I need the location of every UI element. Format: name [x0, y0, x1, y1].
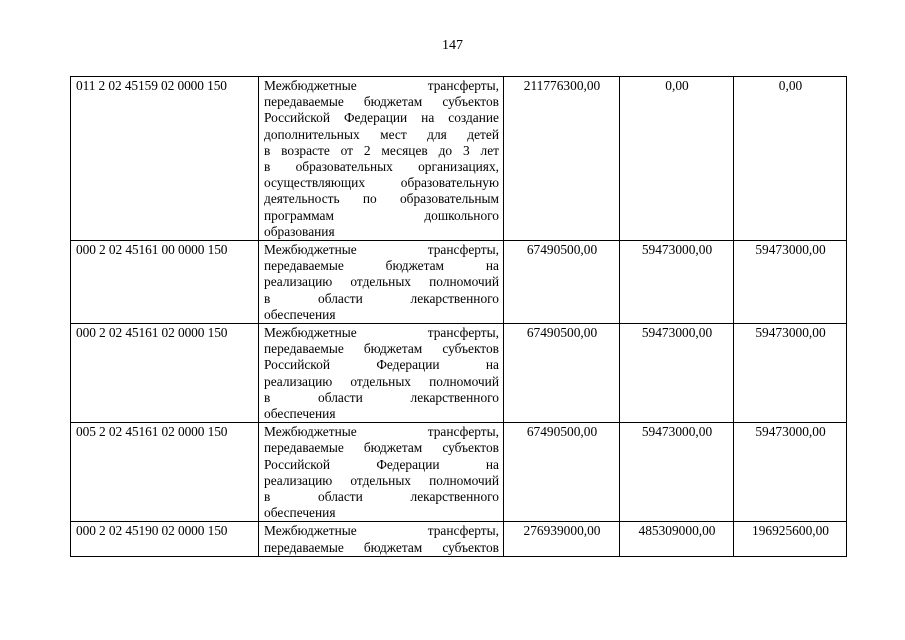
amount-cell-v3: 196925600,00 — [734, 522, 847, 556]
budget-code-cell: 011 2 02 45159 02 0000 150 — [71, 77, 259, 241]
description-line: программам дошкольного — [264, 207, 499, 223]
description-cell — [259, 324, 504, 423]
amount-cell-v1: 67490500,00 — [504, 423, 620, 522]
amount-cell-v3: 59473000,00 — [734, 241, 847, 324]
amount-cell-v1: 211776300,00 — [504, 77, 620, 241]
description-line: образования — [264, 223, 335, 239]
budget-table — [70, 76, 847, 557]
amount-cell-v1: 67490500,00 — [504, 241, 620, 324]
description-line: Межбюджетные трансферты, — [264, 424, 499, 440]
description-line: передаваемые бюджетам на — [264, 258, 499, 274]
amount-cell-v1: 67490500,00 — [504, 324, 620, 423]
description-line: осуществляющих образовательную — [264, 175, 499, 191]
description-line: в области лекарственного — [264, 389, 499, 405]
description-line: обеспечения — [264, 306, 336, 322]
description-line: обеспечения — [264, 505, 336, 521]
description-line: передаваемые бюджетам субъектов — [264, 341, 499, 357]
description-line: Российской Федерации на создание — [264, 110, 499, 126]
amount-cell-v2: 59473000,00 — [620, 324, 734, 423]
description-line: в образовательных организациях, — [264, 159, 499, 175]
description-cell — [259, 77, 504, 241]
description-line: реализацию отдельных полномочий — [264, 373, 499, 389]
table-row — [71, 522, 847, 556]
description-line: в возрасте от 2 месяцев до 3 лет — [264, 142, 499, 158]
description-line: передаваемые бюджетам субъектов — [264, 94, 499, 110]
amount-cell-v2: 59473000,00 — [620, 241, 734, 324]
description-line: передаваемые бюджетам субъектов — [264, 539, 499, 555]
amount-cell-v2: 59473000,00 — [620, 423, 734, 522]
description-line: реализацию отдельных полномочий — [264, 472, 499, 488]
table-row — [71, 324, 847, 423]
amount-cell-v3: 59473000,00 — [734, 423, 847, 522]
description-line: дополнительных мест для детей — [264, 126, 499, 142]
amount-cell-v3: 59473000,00 — [734, 324, 847, 423]
table-row — [71, 77, 847, 241]
description-line: деятельность по образовательным — [264, 191, 499, 207]
description-cell — [259, 241, 504, 324]
description-line: обеспечения — [264, 406, 336, 422]
description-line: в области лекарственного — [264, 290, 499, 306]
description-line: Межбюджетные трансферты, — [264, 242, 499, 258]
description-cell — [259, 423, 504, 522]
description-line: Российской Федерации на — [264, 357, 499, 373]
description-cell — [259, 522, 504, 556]
description-line: реализацию отдельных полномочий — [264, 274, 499, 290]
amount-cell-v2: 485309000,00 — [620, 522, 734, 556]
budget-table-body — [71, 77, 847, 557]
amount-cell-v1: 276939000,00 — [504, 522, 620, 556]
description-line: Межбюджетные трансферты, — [264, 523, 499, 539]
description-line: передаваемые бюджетам субъектов — [264, 440, 499, 456]
table-row — [71, 423, 847, 522]
description-line: Межбюджетные трансферты, — [264, 325, 499, 341]
budget-code-cell: 000 2 02 45190 02 0000 150 — [71, 522, 259, 556]
amount-cell-v2: 0,00 — [620, 77, 734, 241]
description-line: в области лекарственного — [264, 489, 499, 505]
budget-code-cell: 000 2 02 45161 02 0000 150 — [71, 324, 259, 423]
description-line: Российской Федерации на — [264, 456, 499, 472]
table-row — [71, 241, 847, 324]
budget-code-cell: 000 2 02 45161 00 0000 150 — [71, 241, 259, 324]
page-number: 147 — [442, 38, 463, 53]
amount-cell-v3: 0,00 — [734, 77, 847, 241]
budget-code-cell: 005 2 02 45161 02 0000 150 — [71, 423, 259, 522]
description-line: Межбюджетные трансферты, — [264, 78, 499, 93]
